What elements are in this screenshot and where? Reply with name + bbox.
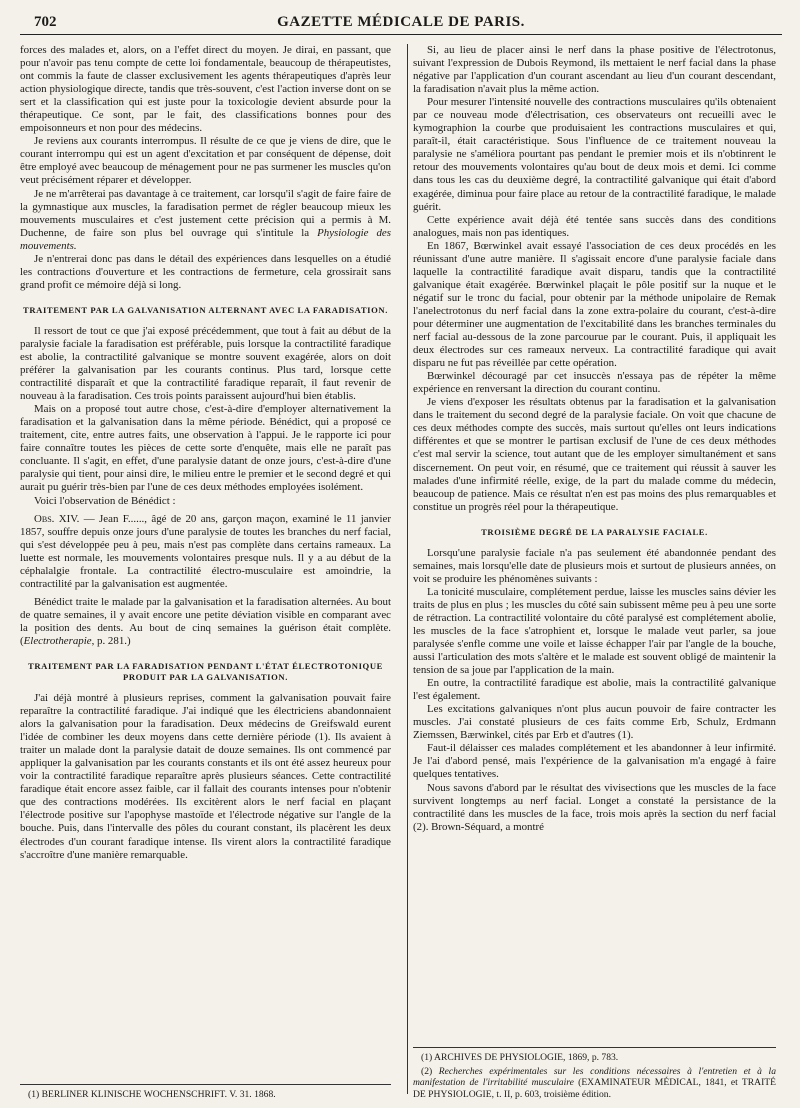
paragraph: Je n'entrerai donc pas dans le détail des expériences dans lesquelles on a étudié les contractions d'ouverture et les contractions de fermeture, cela grossirait sans grand profit ce mémoire déjà si long. bbox=[20, 252, 391, 291]
observation bbox=[20, 513, 391, 591]
paragraph: Les excitations galvaniques n'ont plus aucun pouvoir de faire contracter les muscles. J'ai constaté plusieurs de ces faits comme Erb, Schulz, Erdmann Ziemssen, Bærwinkel, cités par Erb et d'autres (1). bbox=[413, 703, 776, 742]
journal-title: GAZETTE MÉDICALE DE PARIS. bbox=[277, 14, 525, 30]
footnote-text: (EXAMINATEUR MÉDICAL, 1841, et TRAITÉ DE PHYSIOLOGIE, t. II, p. 603, troisième édition. bbox=[413, 1077, 776, 1100]
left-column bbox=[20, 44, 401, 1102]
observation-text: — Jean F......, âgé de 20 ans, garçon maçon, examiné le 11 janvier 1857, souffre depuis onze jours d'une paralysie de toutes les branches du nerf facial, qui s'est développée peu à peu, mais n'est pas complète dans certains rameaux. La luette est normale, les mouvements volontaires presque nuls. Il y a au début de la céphalalgie frontale. La contractilité électro-musculaire est amoindrie, la contractilité par la galvanisation est augmentée. bbox=[20, 512, 391, 590]
footnotes bbox=[20, 1084, 391, 1103]
paragraph: Bœrwinkel découragé par cet insuccès n'essaya pas de répéter la même expérience en renversant la direction du courant continu. bbox=[413, 370, 776, 396]
footnote-text: (2) bbox=[421, 1065, 439, 1077]
paragraph: forces des malades et, alors, on a l'effet direct du moyen. Je dirai, en passant, que pour n'avoir pas tenu compte de cette loi fondamentale, beaucoup de thérapeutistes, ont commis la faute de classer exclusivement les agents thérapeutiques d'après leur action physiologique directe, tandis que très-souvent, c'est l'action inverse dont on se sert et la classification qui est juste pour la toxicologie devient absurde pour la thérapeutique. Ce sont, par le fait, des classifications bonnes pour des empoisonneurs et non pour des médecins. bbox=[20, 44, 391, 135]
section-heading: TRAITEMENT PAR LA FARADISATION PENDANT L'ÉTAT ÉLECTROTONIQUE PRODUIT PAR LA GALVANISATION. bbox=[28, 661, 383, 683]
footnote-title: Recherches expérimentales sur les conditions nécessaires à l'entretien et à la manifestation de l'irritabilité musculaire bbox=[413, 1065, 776, 1088]
columns bbox=[20, 44, 782, 1102]
book-title: Physiologie des mouvements. bbox=[20, 226, 391, 252]
paragraph: Je reviens aux courants interrompus. Il résulte de ce que je viens de dire, que le courant interrompu qui est un agent d'excitation et par conséquent de dépense, doit être employé avec beaucoup de ménagement pour ne pas surmener les muscles qu'on veut précisément réparer et développer. bbox=[20, 135, 391, 187]
section-heading: TRAITEMENT PAR LA GALVANISATION ALTERNANT AVEC LA FARADISATION. bbox=[23, 304, 388, 315]
observation-label: Obs. XIV. bbox=[34, 512, 80, 525]
paragraph: Faut-il délaisser ces malades complétement et les abandonner à leur infirmité. Je l'ai d'abord pensé, mais l'expérience de la galvanisation m'a engagé à faire quelques tentatives. bbox=[413, 742, 776, 781]
footnote bbox=[413, 1066, 776, 1101]
paragraph bbox=[20, 596, 391, 648]
page-header bbox=[20, 8, 782, 35]
paragraph: Je viens d'exposer les résultats obtenus par la faradisation et la galvanisation dans le traitement du second degré de la paralysie faciale. On voit que chacune de ces deux méthodes compte des succès, mais surtout qu'elles ont leurs indications différentes et que se montrer le partisan exclusif de l'une de ces deux méthodes c'est mal servir la science, tout autant que de les employer simultanément et sans discernement. On peut voir, en résumé, que ce traitement qui réussit à sauver les malades d'une infirmité réelle, exige, de la part du malade comme du médecin, beaucoup de patience. Mais ce résultat n'en est pas moins des plus remarquables et constitue un progrès réel pour la thérapeutique. bbox=[413, 396, 776, 513]
paragraph: Lorsqu'une paralysie faciale n'a pas seulement été abandonnée pendant des semaines, mais lorsqu'elle date de plusieurs mois et surtout de plusieurs années, on voit se produire les phénomènes suivants : bbox=[413, 546, 776, 585]
paragraph: La tonicité musculaire, complétement perdue, laisse les muscles sains dévier les traits de plus en plus ; les muscles du côté sain subissent même peu à peu une sorte de rétraction. La contractilité volontaire du côté paralysé est complétement abolie, les muscles de la face s'atrophient et, lorsque le malade veut parler, sa joue paralysée s'enfle comme une voile et laisse échapper l'air par l'angle de la bouche, aussi l'articulation des mots s'altère et le malade est souvent obligé de maintenir la tension de sa joue par l'application de la main. bbox=[413, 585, 776, 677]
paragraph: Voici l'observation de Bénédict : bbox=[34, 494, 176, 507]
paragraph: En 1867, Bœrwinkel avait essayé l'association de ces deux procédés en les réunissant d'une autre manière. Il s'agissait encore d'une paralysie faciale dans laquelle la contractilité faradique avait disparu, tandis que la contractilité galvanique était exagérée. Bœrwinkel plaçait le pôle positif sur la nuque et le négatif sur le tronc du facial, pour obtenir par la méthode unipolaire de Remak l'anelectrotonus du nerf facial dans la zone extra-polaire du courant, c'est-à-dire pour déterminer une augmentation de l'excitabilité dans les branches terminales du nerf facial au-dessous de la zone parcourue par le courant. Puis, il appliquait les deux électrodes sur ces rameaux nerveux. La contractilité faradique qui avait disparu ne fut pas réveillée par cette opération. bbox=[413, 239, 776, 370]
paragraph: En outre, la contractilité faradique est abolie, mais la contractilité galvanique l'est également. bbox=[413, 677, 776, 703]
page-number: 702 bbox=[34, 14, 57, 30]
right-column bbox=[401, 44, 782, 1102]
paragraph: J'ai déjà montré à plusieurs reprises, comment la galvanisation pouvait faire reparaître la contractilité faradique. J'ai indiqué que les électriciens abandonnaient alors la galvanisation pour la faradisation. Deux médecins de Greifswald eurent l'idée de combiner les deux moyens dans cette dernière période (1). Ils avaient à traiter un malade dont la paralysie datait de douze semaines. Ils ont commencé par appliquer la galvanisation par les courants constants et ils ont été assez heureux pour voir la contractilité faradique reparaître après plusieurs séances. Cette contractilité faradique était encore assez faible, car il fallait des courants intenses pour n'obtenir que des contractions modérées. Ils excitèrent alors le nerf facial en plaçant l'électrode positive sur l'apophyse mastoïde et l'électrode négative sur l'angle de la bouche. Puis, dans l'intervalle des pôles du courant constant, ils placèrent les deux électrodes d'un courant faradique intense. Ils virent alors la contractilité faradique s'accroître d'une manière remarquable. bbox=[20, 692, 391, 861]
paragraph: Cette expérience avait déjà été tentée sans succès dans des conditions analogues, mais non pas identiques. bbox=[413, 213, 776, 239]
paragraph: Mais on a proposé tout autre chose, c'est-à-dire d'employer alternativement la faradisation et la galvanisation dans la même période. Bénédict, qui a proposé ce traitement, cite, entre autres faits, une observation à l'appui. Je le rapporte ici pour faire connaître toutes les pièces de cette sorte d'enquête, mais elle ne paraît pas concluante. Il s'agit, en effet, d'une paralysie datant de onze jours, c'est-à-dire d'une paralysie qui tient, pour ainsi dire, le milieu entre le premier et le second degré et qui aurait pu guérir très-bien par l'une de ces deux méthodes employées isolément. bbox=[20, 403, 391, 494]
footnote: (1) ARCHIVES DE PHYSIOLOGIE, 1869, p. 783. bbox=[421, 1052, 619, 1063]
paragraph-text: Bénédict traite le malade par la galvanisation et la faradisation alternées. Au bout de quatre semaines, il y avait encore une petite déviation visible en comparant avec la position des dents. Au bout de cinq semaines la guérison était complète. ( bbox=[20, 595, 391, 647]
paragraph: Si, au lieu de placer ainsi le nerf dans la phase positive de l'électrotonus, suivant l'expression de Dubois Reymond, ils mettaient le nerf facial dans la phase négative par l'application d'un courant ascendant au lieu d'un courant descendant, la faradisation n'avait plus la même action. bbox=[413, 44, 776, 96]
footnote: (1) BERLINER KLINISCHE WOCHENSCHRIFT. V. 31. 1868. bbox=[28, 1088, 276, 1100]
footnotes bbox=[413, 1047, 776, 1102]
section-heading: TROISIÈME DEGRÉ DE LA PARALYSIE FACIALE. bbox=[481, 526, 708, 537]
paragraph: Il ressort de tout ce que j'ai exposé précédemment, que tout à fait au début de la paralysie faciale la faradisation est préférable, puis lorsque la contractilité faradique est abolie, la contractilité galvanique se montre souvent exagérée, alors on doit préférer la galvanisation par les courants continus. Plus tard, lorsque cette contractilité disparaît et que la contractilité faradique reparaît, il faut revenir de nouveau à la faradisation. Ces trois points paraissent aujourd'hui bien établis. bbox=[20, 324, 391, 403]
paragraph-text: Je ne m'arrêterai pas davantage à ce traitement, car lorsqu'il s'agit de faire faire de la gymnastique aux muscles, la faradisation permet de régler beaucoup mieux les mouvements musculaires et c'est justement cette précision qui a permis à M. Duchenne, de faire son plus bel ouvrage qui s'intitule la bbox=[20, 187, 391, 239]
paragraph: Nous savons d'abord par le résultat des vivisections que les muscles de la face survivent longtemps au nerf facial. Longet a constaté la persistance de la contractilité dans les muscles de la face, trois mois après la section du nerf facial (2). Brown-Séquard, a montré bbox=[413, 781, 776, 833]
paragraph: Pour mesurer l'intensité nouvelle des contractions musculaires qu'ils obtenaient par ce nouveau mode d'électrisation, ces observateurs ont recueilli avec le kymographion la courbe que produisaient les contractions musculaires et qui, paraît-il, était caractéristique. Sous l'influence de ce traitement nouveau la paralysie ne s'améliora pourtant pas pendant le premier mois et ils n'obtinrent le retour des mouvements volontaires qu'au bout de deux mois et demi. Ici comme dans tous les cas du deuxième degré, la contractilité galvanique qui était d'abord exagérée, diminua pour faire place au retour de la contractilité faradique, le malade guérit. bbox=[413, 96, 776, 213]
book-title: Electrotherapie bbox=[23, 634, 92, 647]
paragraph-text: , p. 281.) bbox=[91, 634, 131, 647]
paragraph bbox=[20, 188, 391, 253]
